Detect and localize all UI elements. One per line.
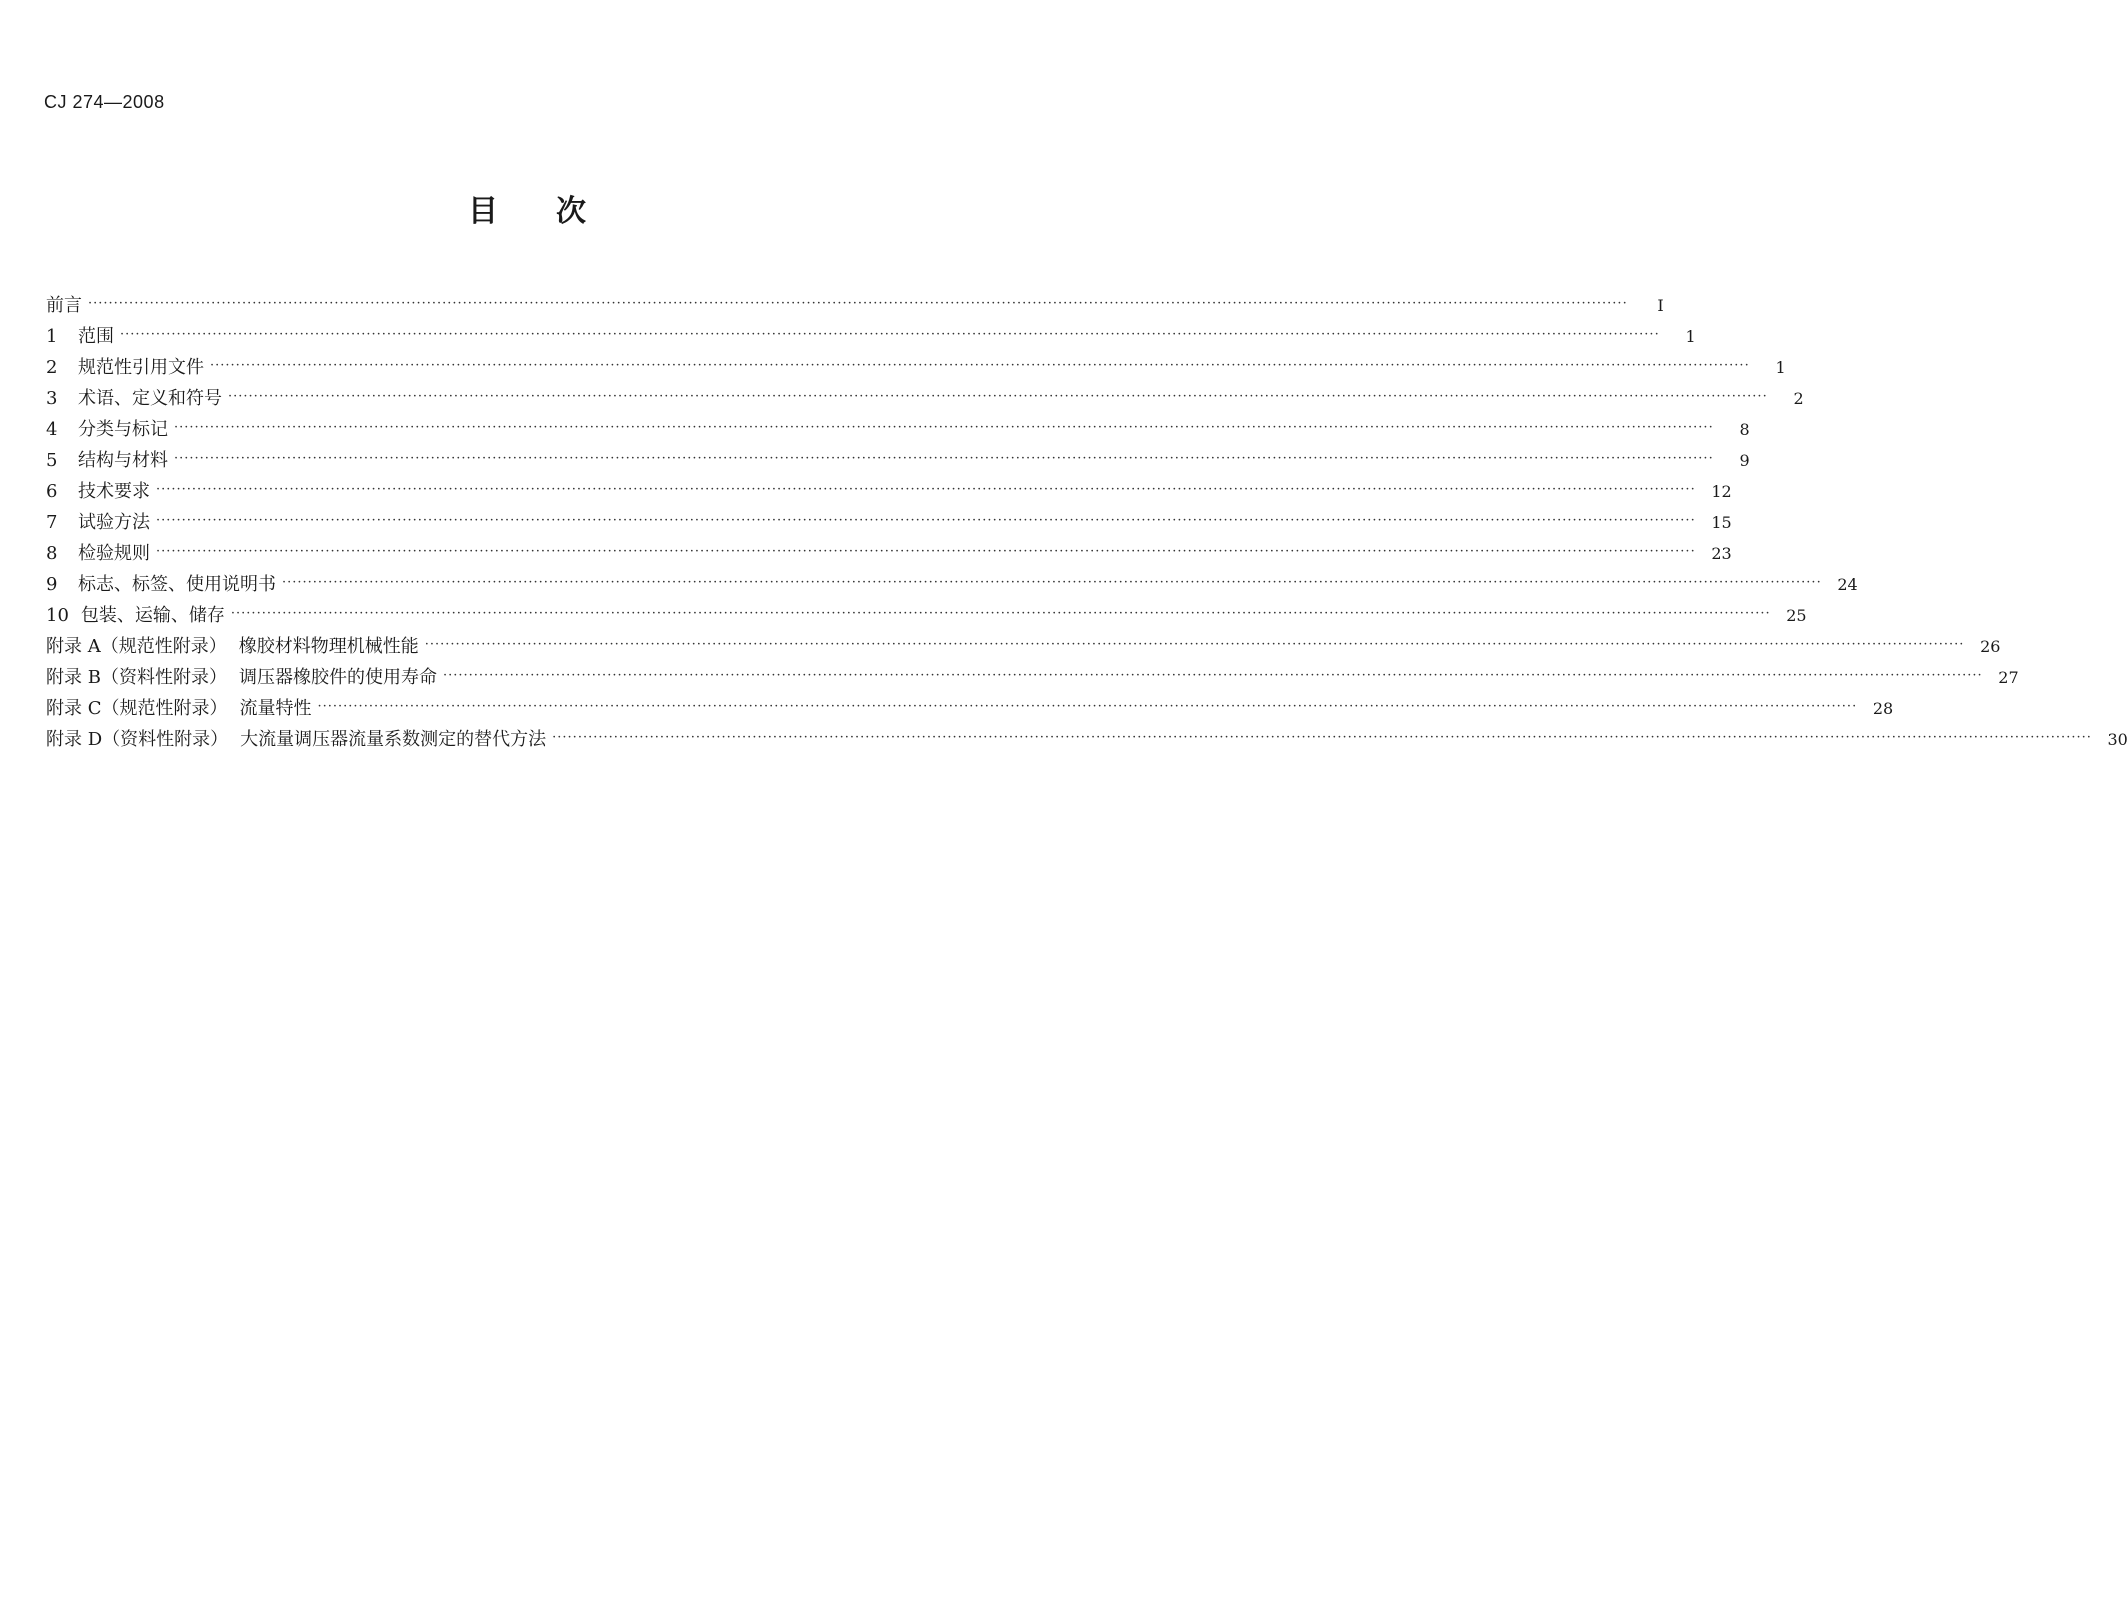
toc-leader-dots: ············································································································································································································································································································	[442, 668, 1983, 683]
toc-entry[interactable]	[46, 627, 2001, 658]
toc-entry-number: 附录 A（规范性附录）	[46, 636, 227, 657]
toc-entry[interactable]	[46, 689, 1894, 720]
toc-entry-number: 2	[46, 357, 58, 378]
toc-page-number: 9	[1739, 451, 1750, 470]
toc-entry-title	[46, 481, 156, 503]
toc-leader-dots: ············································································································································································································································································································	[282, 575, 1822, 590]
toc-page-number: 23	[1711, 544, 1732, 563]
toc-entry-number: 7	[46, 512, 58, 533]
toc-entry[interactable]	[46, 565, 1858, 596]
toc-entry-number: 5	[46, 450, 58, 471]
toc-entry-label: 术语、定义和符号	[78, 388, 222, 409]
toc-entry[interactable]	[46, 596, 1807, 627]
toc-entry-number: 1	[46, 326, 58, 347]
toc-entry-title	[46, 636, 425, 658]
toc-entry-label: 范围	[78, 326, 114, 347]
toc-entry-label: 试验方法	[78, 512, 150, 533]
toc-leader-dots: ············································································································································································································································································································	[552, 730, 2092, 745]
toc-entry-title	[46, 295, 88, 317]
toc-entry-number: 附录 D（资料性附录）	[46, 729, 229, 750]
document-code: CJ 274—2008	[44, 92, 165, 112]
toc-entry-label: 包装、运输、储存	[80, 605, 225, 626]
toc-entry-number: 附录 B（资料性附录）	[46, 667, 227, 688]
toc-page-number: 2	[1793, 389, 1804, 408]
toc-entry[interactable]	[46, 720, 2128, 751]
toc-entry[interactable]	[46, 317, 1696, 348]
toc-entry[interactable]	[46, 658, 2019, 689]
toc-entry[interactable]	[46, 472, 1732, 503]
toc-entry-label: 技术要求	[78, 481, 150, 502]
toc-page-number: 25	[1786, 606, 1807, 625]
toc-entry-number: 10	[46, 605, 69, 626]
toc-entry-label: 检验规则	[78, 543, 150, 564]
toc-entry-label: 标志、标签、使用说明书	[78, 574, 276, 595]
toc-leader-dots: ············································································································································································································································································································	[230, 606, 1771, 621]
toc-entry-title	[46, 574, 282, 596]
toc-leader-dots: ············································································································································································································································································································	[210, 358, 1750, 373]
toc-page-number: 24	[1837, 575, 1858, 594]
toc-entry-title	[46, 667, 443, 689]
toc-entry-label: 规范性引用文件	[78, 357, 204, 378]
toc-entry-label: 结构与材料	[78, 450, 168, 471]
toc-entry-number: 6	[46, 481, 58, 502]
toc-leader-dots: ············································································································································································································································································································	[156, 482, 1696, 497]
toc-entry-number: 8	[46, 543, 58, 564]
toc-entry[interactable]	[46, 348, 1786, 379]
toc-leader-dots: ············································································································································································································································································································	[174, 420, 1714, 435]
toc-entry[interactable]	[46, 534, 1732, 565]
toc-entry-title	[46, 450, 174, 472]
toc-page-number: 12	[1711, 482, 1732, 501]
toc-leader-dots: ············································································································································································································································································································	[317, 699, 1858, 714]
toc-entry-label: 大流量调压器流量系数测定的替代方法	[240, 729, 547, 750]
toc-entry-label: 调压器橡胶件的使用寿命	[238, 667, 437, 688]
toc-entry-title	[46, 605, 231, 627]
toc-entry-number: 4	[46, 419, 58, 440]
toc-page-number: 1	[1775, 358, 1786, 377]
toc-entry[interactable]	[46, 410, 1750, 441]
toc-page-number: I	[1657, 296, 1664, 315]
toc-leader-dots: ············································································································································································································································································································	[156, 544, 1696, 559]
toc-entry-title	[46, 729, 552, 751]
toc-page-number: 1	[1685, 327, 1696, 346]
toc-page-number: 30	[2107, 730, 2128, 749]
toc-entry[interactable]	[46, 379, 1804, 410]
toc-entry-label: 流量特性	[239, 698, 312, 719]
toc-leader-dots: ············································································································································································································································································································	[174, 451, 1714, 466]
toc-entry-title	[46, 388, 228, 410]
toc-entry[interactable]	[46, 503, 1732, 534]
toc-leader-dots: ············································································································································································································································································································	[88, 296, 1628, 311]
toc-leader-dots: ············································································································································································································································································································	[156, 513, 1696, 528]
toc-entry-number: 附录 C（规范性附录）	[46, 698, 228, 719]
toc-entry-title	[46, 512, 156, 534]
toc-entry-number: 9	[46, 574, 58, 595]
toc-leader-dots: ············································································································································································································································································································	[424, 637, 1965, 652]
toc-page-number: 26	[1980, 637, 2001, 656]
toc-leader-dots: ············································································································································································································································································································	[120, 327, 1660, 342]
toc-entry-title	[46, 698, 318, 720]
toc-page-number: 8	[1739, 420, 1750, 439]
toc-entry-label: 分类与标记	[78, 419, 168, 440]
page-title: 目次	[468, 194, 644, 229]
toc-page-number: 27	[1998, 668, 2019, 687]
toc-entry[interactable]	[46, 286, 1664, 317]
toc-entry-title	[46, 543, 156, 565]
toc-entry-title	[46, 357, 210, 379]
toc-entry-title	[46, 326, 120, 348]
toc-entry-title	[46, 419, 174, 441]
toc-entry-label: 前言	[46, 295, 82, 316]
toc-page-number: 15	[1711, 513, 1732, 532]
toc-entry[interactable]	[46, 441, 1750, 472]
table-of-contents	[46, 286, 2128, 751]
toc-leader-dots: ············································································································································································································································································································	[228, 389, 1768, 404]
toc-entry-label: 橡胶材料物理机械性能	[238, 636, 419, 657]
toc-entry-number: 3	[46, 388, 58, 409]
toc-page-number: 28	[1872, 699, 1894, 718]
